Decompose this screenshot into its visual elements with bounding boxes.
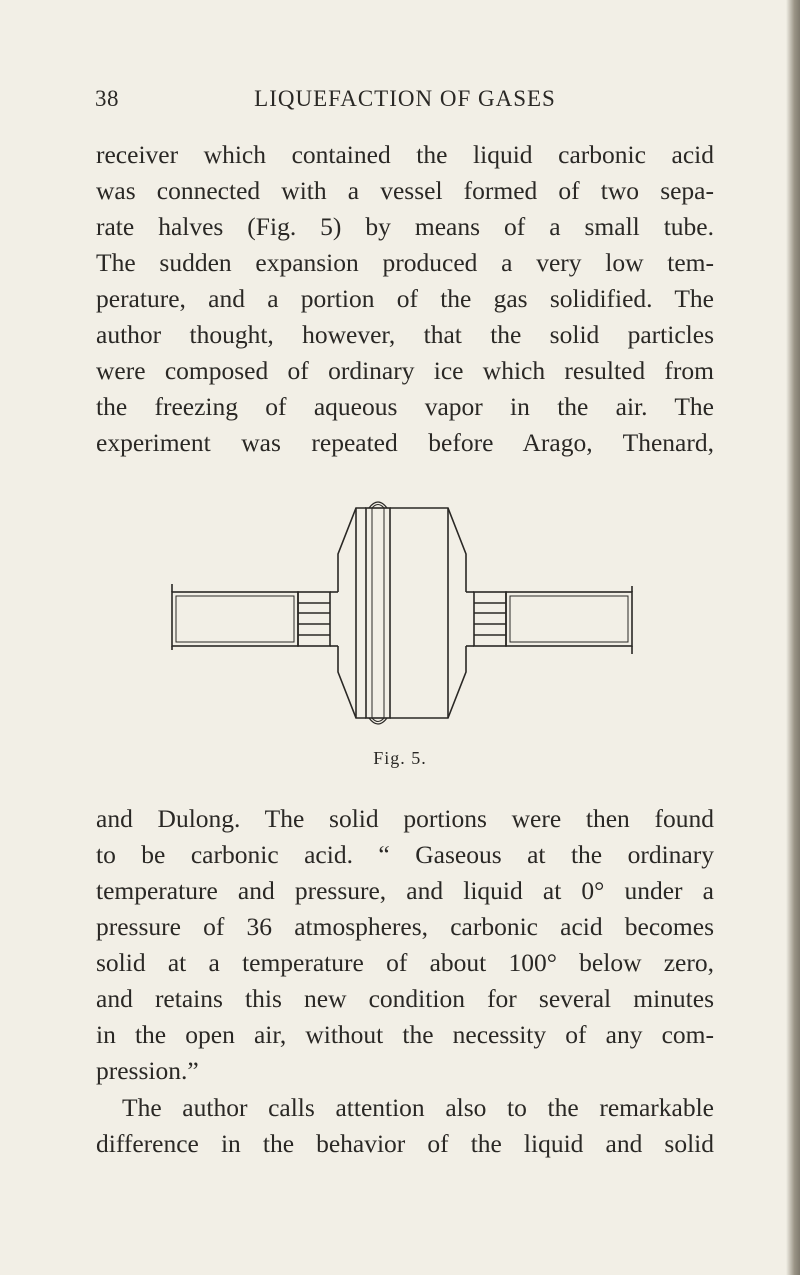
text-line: solid at a temperature of about 100° below zero, [96,948,714,977]
right-flange [466,592,506,646]
text-line: difference in the behavior of the liquid and solid [96,1129,714,1158]
text-line: rate halves (Fig. 5) by means of a small tube. [96,212,714,241]
figure-caption: Fig. 5. [373,748,427,768]
text-line: were composed of ordinary ice which resulted from [96,356,714,385]
text-line: and Dulong. The solid portions were then found [96,804,714,833]
text-line: to be carbonic acid. “ Gaseous at the ordinary [96,840,714,869]
left-flange [298,592,338,646]
figure-5-apparatus-drawing [166,500,640,730]
text-line: was connected with a vessel formed of two sepa- [96,176,714,205]
text-line: in the open air, without the necessity of any com- [96,1020,714,1049]
text-line: experiment was repeated before Arago, Thenard, [96,428,714,457]
page-number: 38 [95,86,119,111]
left-chamber [172,584,298,650]
text-line: pressure of 36 atmospheres, carbonic acid becomes [96,912,714,941]
paragraph-3 [96,1090,714,1162]
right-vessel-half [390,508,466,718]
paragraph-1 [96,137,714,461]
right-chamber [506,586,632,654]
text-line: temperature and pressure, and liquid at 0° under a [96,876,714,905]
text-line: pression.” [96,1056,199,1085]
paragraph-2 [96,801,714,1089]
text-line: The sudden expansion produced a very low tem- [96,248,714,277]
central-tube [366,502,390,724]
text-line: The author calls attention also to the remarkable [122,1093,714,1122]
text-line: author thought, however, that the solid particles [96,320,714,349]
left-vessel-half [338,508,366,718]
text-line: perature, and a portion of the gas solidified. The [96,284,714,313]
page-edge-shadow [786,0,800,1275]
text-line: and retains this new condition for several minutes [96,984,714,1013]
text-line: receiver which contained the liquid carbonic acid [96,140,714,169]
text-line: the freezing of aqueous vapor in the air. The [96,392,714,421]
page-header [95,86,715,120]
running-title: LIQUEFACTION OF GASES [254,86,556,111]
